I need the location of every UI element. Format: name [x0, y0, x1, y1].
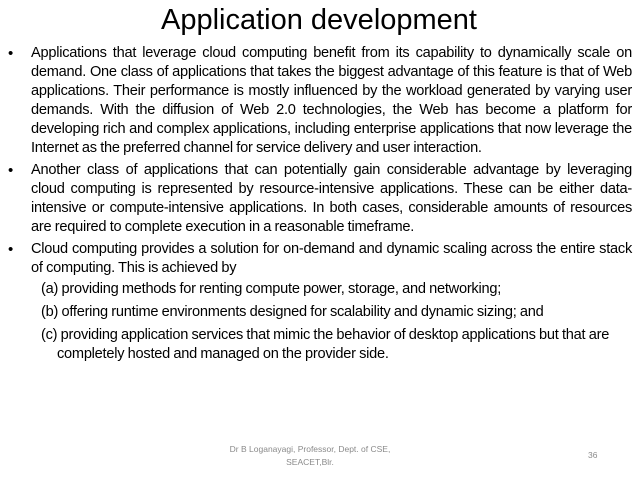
sub-item: (b) offering runtime environments designed for scalability and dynamic sizing; and [41, 304, 544, 320]
bullet-item [8, 161, 632, 237]
bullet-item [8, 240, 632, 278]
footer-author-line: Dr B Loganayagi, Professor, Dept. of CSE, [229, 444, 391, 454]
page-number: 36 [588, 450, 598, 460]
bullet-dot-icon: • [8, 45, 14, 62]
bullet-text: Another class of applications that can potentially gain considerable advantage by leveraging cloud computing is represented by resource-intensive applications. These can be either data-intensive or compute-intensive applications. In both cases, considerable amounts of resources are required to complete execution in a reasonable timeframe. [31, 162, 632, 235]
bullet-text: Cloud computing provides a solution for on-demand and dynamic scaling across the entire stack of computing. This is achieved by [31, 241, 632, 276]
footer-author-line: SEACET,Blr. [286, 457, 334, 467]
sub-item: (a) providing methods for renting compute power, storage, and networking; [41, 281, 502, 297]
footer-author [200, 443, 420, 469]
sub-list [8, 280, 632, 364]
bullet-text: Applications that leverage cloud computing benefit from its capability to dynamically scale on demand. One class of applications that takes the biggest advantage of this feature is that of Web applications. Their performance is mostly influenced by the workload generated by varying user demands. With the diffusion of Web 2.0 technologies, the Web has become a platform for developing rich and complex applications, including enterprise applications that now leverage the Internet as the preferred channel for service delivery and user interaction. [31, 45, 632, 156]
bullet-dot-icon: • [8, 162, 14, 179]
bullet-dot-icon: • [8, 241, 14, 258]
slide-body [8, 44, 632, 364]
sub-item: (c) providing application services that mimic the behavior of desktop applications but that are completely hosted and managed on the provider side. [41, 327, 610, 362]
bullet-item [8, 44, 632, 158]
slide-title: Application development [161, 4, 477, 36]
